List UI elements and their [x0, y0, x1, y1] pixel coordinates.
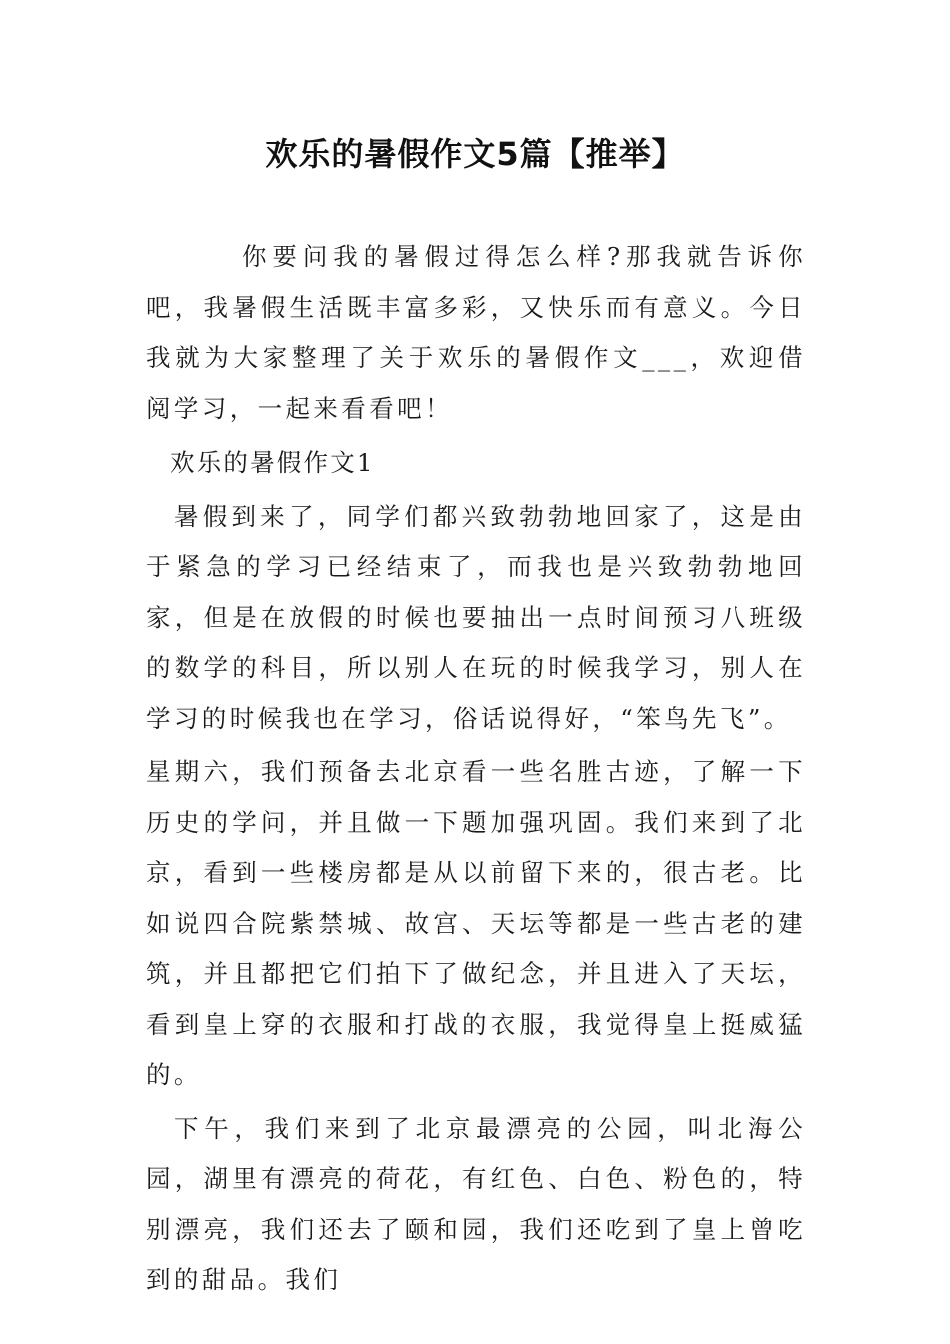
intro-paragraph: 你要问我的暑假过得怎么样?那我就告诉你吧，我暑假生活既丰富多彩，又快乐而有意义。今日我就为大家整理了关于欢乐的暑假作文___，欢迎借阅学习，一起来看看吧！ [146, 242, 806, 423]
body-paragraph-3: 下午，我们来到了北京最漂亮的公园，叫北海公园，湖里有漂亮的荷花，有红色、白色、粉色的，特别漂亮，我们还去了颐和园，我们还吃到了皇上曾吃到的甜品。我们 [146, 1113, 806, 1294]
body-paragraph-2: 星期六，我们预备去北京看一些名胜古迹，了解一下历史的学问，并且做一下题加强巩固。我们来到了北京，看到一些楼房都是从以前留下来的，很古老。比如说四合院紫禁城、故宫、天坛等都是一些古老的建筑，并且都把它们拍下了做纪念，并且进入了天坛，看到皇上穿的衣服和打战的衣服，我觉得皇上挺威猛的。 [146, 757, 806, 1089]
document-body [146, 232, 806, 1306]
section-subheading: 欢乐的暑假作文1 [170, 448, 375, 477]
document-title: 欢乐的暑假作文5篇【推举】 [265, 135, 685, 173]
body-paragraph-1: 暑假到来了，同学们都兴致勃勃地回家了，这是由于紧急的学习已经结束了，而我也是兴致勃勃地回家，但是在放假的时候也要抽出一点时间预习八班级的数学的科目，所以别人在玩的时候我学习，别人在学习的时候我也在学习，俗话说得好，“笨鸟先飞”。 [146, 501, 806, 733]
